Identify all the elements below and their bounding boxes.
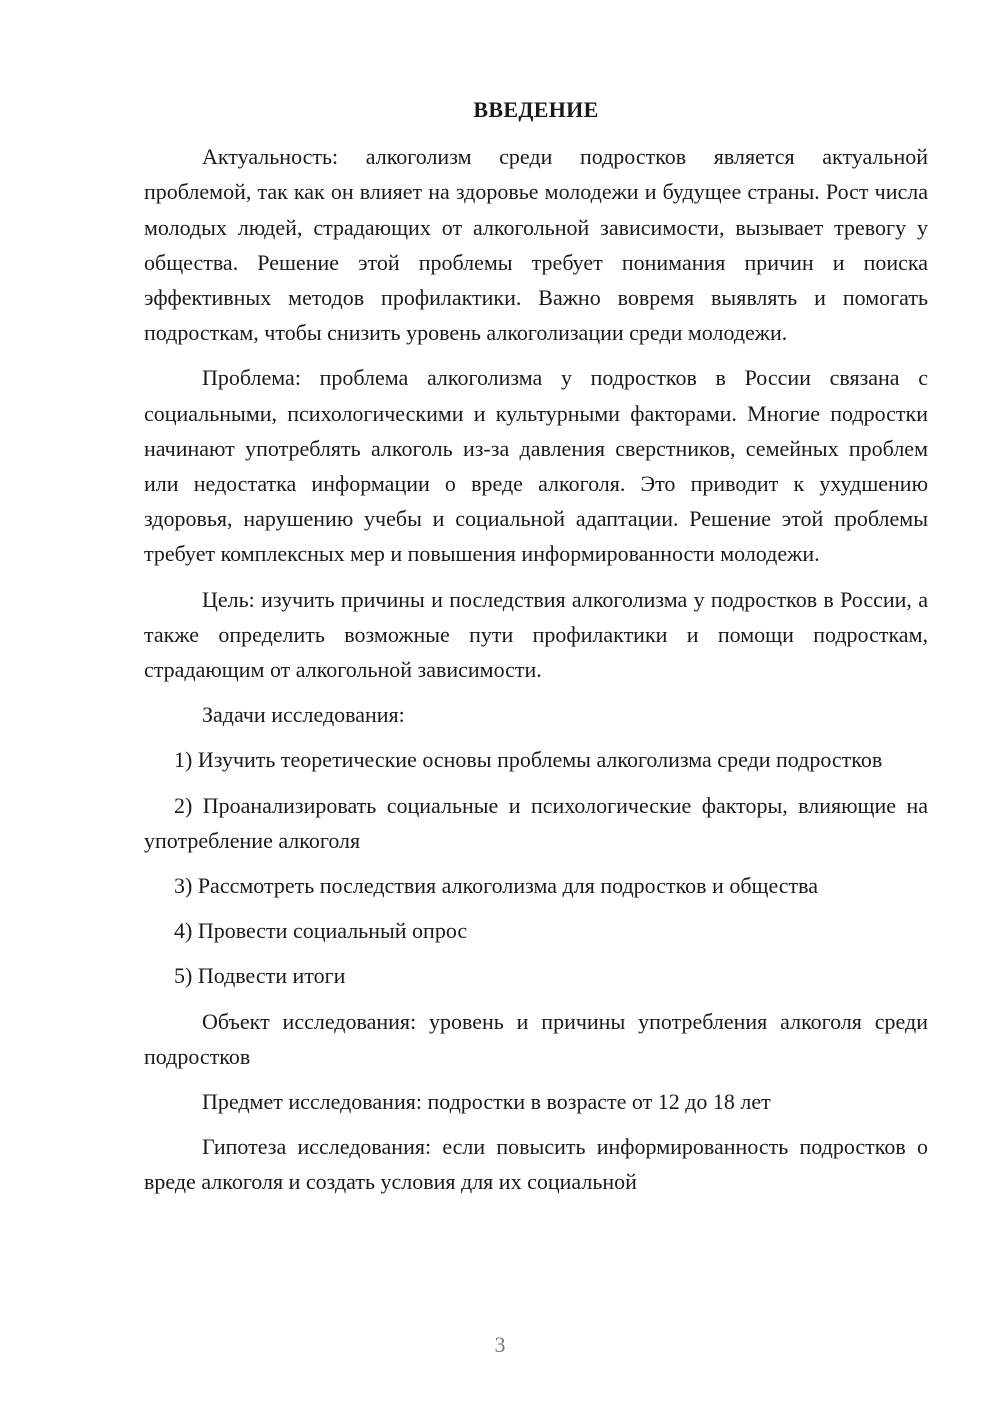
page-title: ВВЕДЕНИЕ — [473, 97, 599, 122]
paragraph-subject: Предмет исследования: подростки в возрасте от 12 до 18 лет — [202, 1089, 771, 1115]
task-item: 3) Рассмотреть последствия алкоголизма для подростков и общества — [174, 873, 819, 899]
task-item: 1) Изучить теоретические основы проблемы алкоголизма среди подростков — [174, 747, 883, 773]
task-item: 5) Подвести итоги — [174, 963, 346, 989]
tasks-heading: Задачи исследования: — [202, 702, 405, 728]
task-item: 2) Проанализировать социальные и психологические факторы, влияющие на употребление алкоголя — [144, 792, 928, 853]
paragraph-goal: Цель: изучить причины и последствия алкоголизма у подростков в России, а также определить возможные пути профилактики и помощи подросткам, страдающим от алкогольной зависимости. — [144, 586, 928, 683]
task-item: 4) Провести социальный опрос — [174, 918, 468, 944]
paragraph-hypothesis: Гипотеза исследования: если повысить информированность подростков о вреде алкоголя и создать условия для их социальной — [144, 1134, 928, 1195]
paragraph-relevance: Актуальность: алкоголизм среди подростков является актуальной проблемой, так как он влияет на здоровье молодежи и будущее страны. Рост числа молодых людей, страдающих от алкогольной зависимости, вызывает тревогу у общества. Решение этой проблемы требует понимания причин и поиска эффективных методов профилактики. Важно вовремя выявлять и помогать подросткам, чтобы снизить уровень алкоголизации среди молодежи. — [144, 144, 928, 346]
paragraph-problem: Проблема: проблема алкоголизма у подростков в России связана с социальными, психологическими и культурными факторами. Многие подростки начинают употреблять алкоголь из-за давления сверстников, семейных проблем или недостатка информации о вреде алкоголя. Это приводит к ухудшению здоровья, нарушению учебы и социальной адаптации. Решение этой проблемы требует комплексных мер и повышения информированности молодежи. — [144, 365, 928, 567]
document-page — [144, 92, 928, 1200]
page-number: 3 — [494, 1332, 506, 1357]
paragraph-object: Объект исследования: уровень и причины употребления алкоголя среди подростков — [144, 1008, 928, 1069]
